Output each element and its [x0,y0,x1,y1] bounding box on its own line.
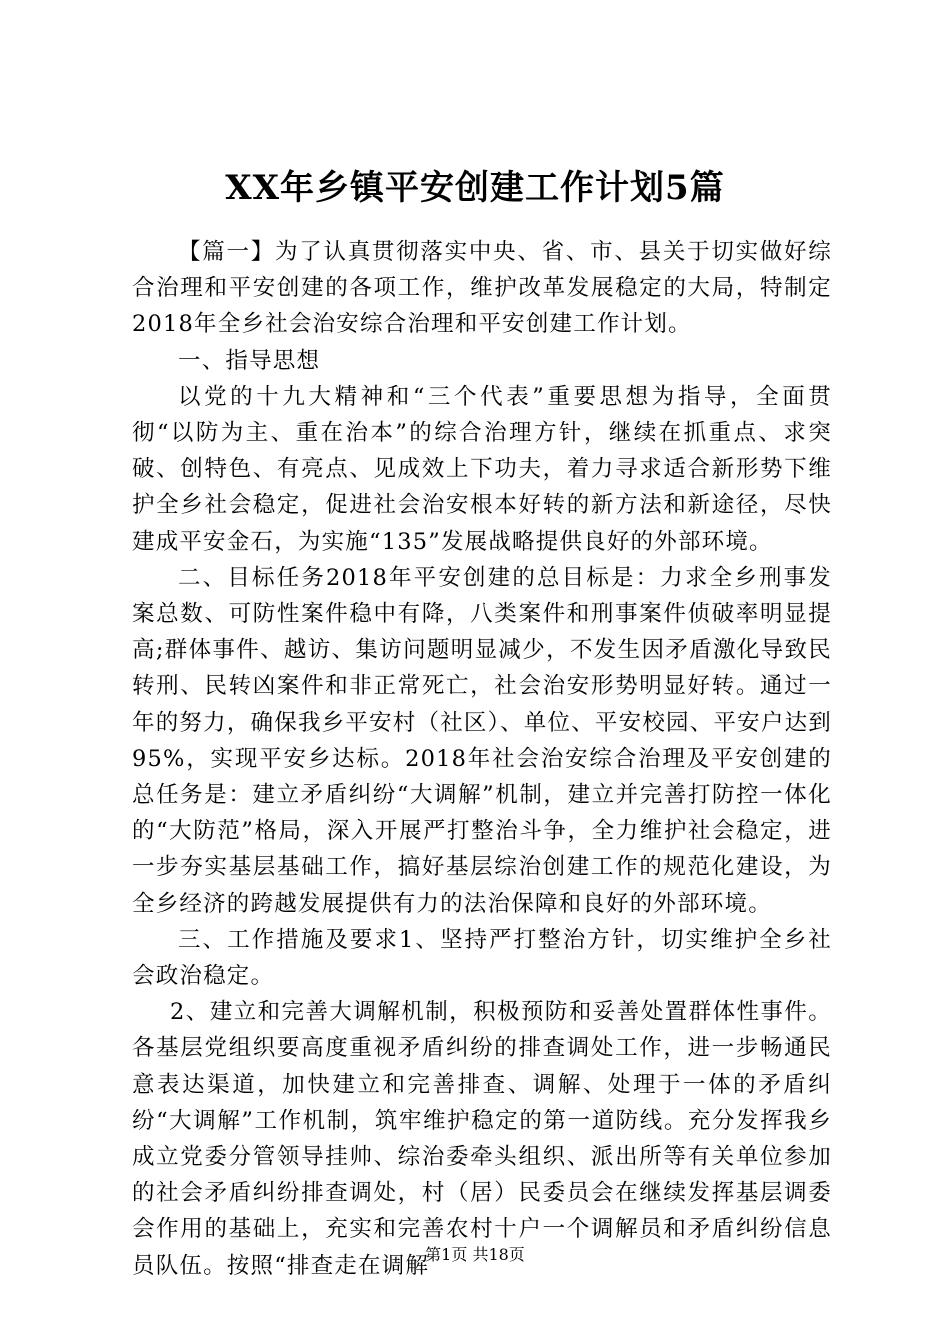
document-body [132,234,832,1284]
paragraph-goals-tasks: 二、目标任务2018年平安创建的总目标是：力求全乡刑事发案总数、可防性案件稳中有降，八类案件和刑事案件侦破率明显提高;群体事件、越访、集访问题明显减少，不发生因矛盾激化导致民转刑、民转凶案件和非正常死亡，社会治安形势明显好转。通过一年的努力，确保我乡平安村（社区）、单位、平安校园、平安户达到95%，实现平安乡达标。2018年社会治安综合治理及平安创建的总任务是：建立矛盾纠纷“大调解”机制，建立并完善打防控一体化的“大防范”格局，深入开展严打整治斗争，全力维护社会稳定，进一步夯实基层基础工作，搞好基层综治创建工作的规范化建设，为全乡经济的跨越发展提供有力的法治保障和良好的外部环境。 [132,564,832,917]
paragraph-measures-1: 三、工作措施及要求1、坚持严打整治方针，切实维护全乡社会政治稳定。 [132,926,832,990]
paragraph-intro: 【篇一】为了认真贯彻落实中央、省、市、县关于切实做好综合治理和平安创建的各项工作，维护改革发展稳定的大局，特制定2018年全乡社会治安综合治理和平安创建工作计划。 [132,239,832,338]
paragraph-guiding-ideology: 以党的十九大精神和“三个代表”重要思想为指导，全面贯彻“以防为主、重在治本”的综合治理方针，继续在抓重点、求突破、创特色、有亮点、见成效上下功夫，着力寻求适合新形势下维护全乡社会稳定，促进社会治安根本好转的新方法和新途径，尽快建成平安金石，为实施“135”发展战略提供良好的外部环境。 [132,383,832,555]
page-footer: 第1页 共18页 [425,1245,525,1264]
paragraph-measures-2: 2、建立和完善大调解机制，积极预防和妥善处置群体性事件。各基层党组织要高度重视矛盾纠纷的排查调处工作，进一步畅通民意表达渠道，加快建立和完善排查、调解、处理于一体的矛盾纠纷“大调解”工作机制，筑牢维护稳定的第一道防线。充分发挥我乡成立党委分管领导挂帅、综治委牵头组织、派出所等有关单位参加的社会矛盾纠纷排查调处，村（居）民委员会在继续发挥基层调委会作用的基础上，充实和完善农村十户一个调解员和矛盾纠纷信息员队伍。按照“排查走在调解 [132,999,832,1279]
heading-guiding-ideology: 一、指导思想 [178,347,321,374]
document-title: XX年乡镇平安创建工作计划5篇 [225,168,725,208]
